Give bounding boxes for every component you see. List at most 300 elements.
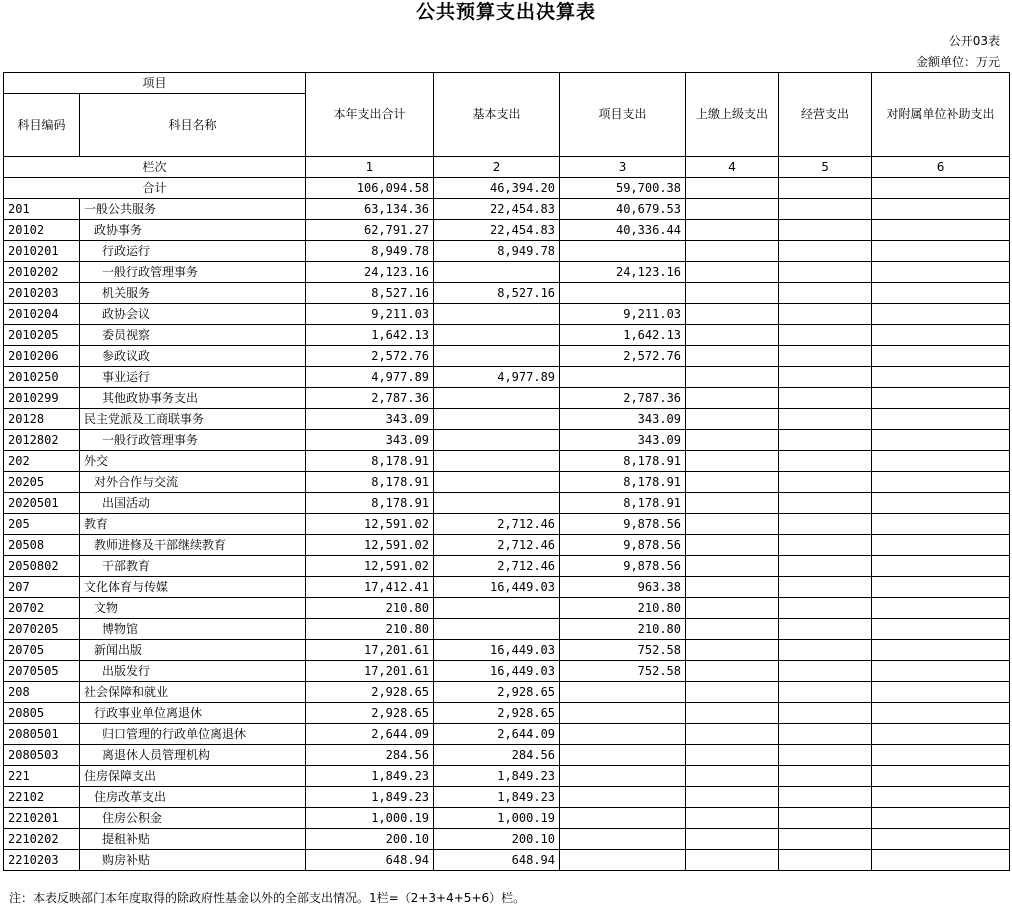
amount-basic xyxy=(434,346,560,367)
footnote: 注：本表反映部门本年度取得的除政府性基金以外的全部支出情况。1栏=（2+3+4+5+6）栏。 xyxy=(9,891,526,905)
amount-total: 17,201.61 xyxy=(306,640,434,661)
amount-operating xyxy=(779,493,872,514)
amount-upper xyxy=(686,661,779,682)
budget-table xyxy=(3,72,1010,871)
subject-code: 22102 xyxy=(4,787,80,808)
amount-subsidiary xyxy=(872,556,1010,577)
amount-subsidiary xyxy=(872,304,1010,325)
amount-project: 2,787.36 xyxy=(560,388,686,409)
amount-project: 8,178.91 xyxy=(560,493,686,514)
amount-operating xyxy=(779,430,872,451)
amount-total: 1,849.23 xyxy=(306,766,434,787)
subject-name: 一般行政管理事务 xyxy=(80,262,306,283)
amount-operating xyxy=(779,325,872,346)
amount-upper xyxy=(686,199,779,220)
subject-name: 文物 xyxy=(80,598,306,619)
table-row xyxy=(4,472,1010,493)
subject-name: 一般行政管理事务 xyxy=(80,430,306,451)
amount-total: 1,642.13 xyxy=(306,325,434,346)
amount-project: 8,178.91 xyxy=(560,472,686,493)
subject-name: 行政事业单位离退休 xyxy=(80,703,306,724)
amount-total: 8,949.78 xyxy=(306,241,434,262)
subject-name: 其他政协事务支出 xyxy=(80,388,306,409)
amount-subsidiary xyxy=(872,409,1010,430)
total-upper xyxy=(686,178,779,199)
amount-basic xyxy=(434,262,560,283)
amount-operating xyxy=(779,619,872,640)
amount-basic: 2,928.65 xyxy=(434,682,560,703)
amount-total: 12,591.02 xyxy=(306,556,434,577)
amount-upper xyxy=(686,808,779,829)
amount-project: 963.38 xyxy=(560,577,686,598)
amount-project: 9,878.56 xyxy=(560,556,686,577)
subject-code: 20702 xyxy=(4,598,80,619)
column-number-2: 2 xyxy=(434,157,560,178)
table-row xyxy=(4,325,1010,346)
amount-subsidiary xyxy=(872,493,1010,514)
amount-operating xyxy=(779,766,872,787)
amount-subsidiary xyxy=(872,850,1010,871)
amount-project: 24,123.16 xyxy=(560,262,686,283)
subject-name: 住房改革支出 xyxy=(80,787,306,808)
amount-total: 284.56 xyxy=(306,745,434,766)
amount-project xyxy=(560,724,686,745)
amount-basic xyxy=(434,619,560,640)
amount-project xyxy=(560,367,686,388)
amount-basic: 16,449.03 xyxy=(434,577,560,598)
amount-subsidiary xyxy=(872,325,1010,346)
amount-subsidiary xyxy=(872,388,1010,409)
total-label: 合计 xyxy=(4,178,306,199)
amount-project: 9,878.56 xyxy=(560,535,686,556)
subject-code: 202 xyxy=(4,451,80,472)
total-project: 59,700.38 xyxy=(560,178,686,199)
subject-code: 2010206 xyxy=(4,346,80,367)
amount-total: 1,849.23 xyxy=(306,787,434,808)
amount-basic xyxy=(434,325,560,346)
amount-project xyxy=(560,745,686,766)
table-row xyxy=(4,577,1010,598)
amount-total: 8,178.91 xyxy=(306,451,434,472)
amount-basic xyxy=(434,451,560,472)
amount-project: 9,878.56 xyxy=(560,514,686,535)
amount-total: 343.09 xyxy=(306,409,434,430)
amount-basic: 16,449.03 xyxy=(434,640,560,661)
amount-total: 210.80 xyxy=(306,598,434,619)
amount-operating xyxy=(779,283,872,304)
amount-operating xyxy=(779,556,872,577)
amount-operating xyxy=(779,703,872,724)
total-operating xyxy=(779,178,872,199)
amount-upper xyxy=(686,829,779,850)
amount-operating xyxy=(779,724,872,745)
header-item: 项目 xyxy=(4,73,306,94)
subject-code: 2010205 xyxy=(4,325,80,346)
amount-operating xyxy=(779,367,872,388)
amount-subsidiary xyxy=(872,640,1010,661)
subject-name: 对外合作与交流 xyxy=(80,472,306,493)
amount-project: 343.09 xyxy=(560,430,686,451)
amount-total: 9,211.03 xyxy=(306,304,434,325)
amount-total: 8,178.91 xyxy=(306,472,434,493)
amount-project xyxy=(560,283,686,304)
header-total: 本年支出合计 xyxy=(306,73,434,157)
amount-upper xyxy=(686,535,779,556)
amount-subsidiary xyxy=(872,283,1010,304)
table-row xyxy=(4,367,1010,388)
amount-subsidiary xyxy=(872,766,1010,787)
table-row xyxy=(4,430,1010,451)
amount-upper xyxy=(686,682,779,703)
subject-code: 2210202 xyxy=(4,829,80,850)
header-basic: 基本支出 xyxy=(434,73,560,157)
subject-name: 新闻出版 xyxy=(80,640,306,661)
subject-name: 购房补贴 xyxy=(80,850,306,871)
column-number-5: 5 xyxy=(779,157,872,178)
subject-code: 2070505 xyxy=(4,661,80,682)
amount-basic: 2,712.46 xyxy=(434,535,560,556)
amount-upper xyxy=(686,430,779,451)
amount-subsidiary xyxy=(872,598,1010,619)
subject-name: 外交 xyxy=(80,451,306,472)
amount-subsidiary xyxy=(872,829,1010,850)
subject-code: 207 xyxy=(4,577,80,598)
amount-basic: 648.94 xyxy=(434,850,560,871)
subject-code: 20128 xyxy=(4,409,80,430)
table-row xyxy=(4,535,1010,556)
amount-operating xyxy=(779,388,872,409)
amount-basic: 200.10 xyxy=(434,829,560,850)
subject-code: 20102 xyxy=(4,220,80,241)
amount-basic: 284.56 xyxy=(434,745,560,766)
header-project: 项目支出 xyxy=(560,73,686,157)
amount-subsidiary xyxy=(872,808,1010,829)
amount-project xyxy=(560,850,686,871)
amount-subsidiary xyxy=(872,367,1010,388)
amount-upper xyxy=(686,346,779,367)
table-row xyxy=(4,850,1010,871)
column-number-4: 4 xyxy=(686,157,779,178)
amount-project xyxy=(560,241,686,262)
amount-subsidiary xyxy=(872,745,1010,766)
table-row xyxy=(4,388,1010,409)
table-row xyxy=(4,787,1010,808)
amount-basic: 8,949.78 xyxy=(434,241,560,262)
table-row xyxy=(4,619,1010,640)
amount-subsidiary xyxy=(872,346,1010,367)
amount-total: 1,000.19 xyxy=(306,808,434,829)
amount-subsidiary xyxy=(872,661,1010,682)
amount-total: 17,201.61 xyxy=(306,661,434,682)
amount-operating xyxy=(779,850,872,871)
amount-project xyxy=(560,766,686,787)
amount-subsidiary xyxy=(872,262,1010,283)
total-row xyxy=(4,178,1010,199)
subject-code: 221 xyxy=(4,766,80,787)
amount-basic xyxy=(434,304,560,325)
subject-code: 20508 xyxy=(4,535,80,556)
amount-total: 200.10 xyxy=(306,829,434,850)
amount-subsidiary xyxy=(872,472,1010,493)
amount-basic xyxy=(434,472,560,493)
amount-upper xyxy=(686,556,779,577)
amount-total: 63,134.36 xyxy=(306,199,434,220)
amount-operating xyxy=(779,682,872,703)
total-subsidiary xyxy=(872,178,1010,199)
subject-code: 205 xyxy=(4,514,80,535)
amount-total: 2,572.76 xyxy=(306,346,434,367)
subject-name: 教育 xyxy=(80,514,306,535)
table-row xyxy=(4,346,1010,367)
table-row xyxy=(4,451,1010,472)
subject-code: 2050802 xyxy=(4,556,80,577)
amount-basic: 1,000.19 xyxy=(434,808,560,829)
column-number-1: 1 xyxy=(306,157,434,178)
column-number-6: 6 xyxy=(872,157,1010,178)
amount-project: 210.80 xyxy=(560,598,686,619)
table-row xyxy=(4,766,1010,787)
subject-name: 委员视察 xyxy=(80,325,306,346)
table-row xyxy=(4,682,1010,703)
subject-name: 参政议政 xyxy=(80,346,306,367)
amount-operating xyxy=(779,514,872,535)
amount-total: 648.94 xyxy=(306,850,434,871)
amount-subsidiary xyxy=(872,535,1010,556)
subject-code: 2020501 xyxy=(4,493,80,514)
subject-code: 2080503 xyxy=(4,745,80,766)
amount-basic: 1,849.23 xyxy=(434,766,560,787)
amount-upper xyxy=(686,409,779,430)
amount-subsidiary xyxy=(872,241,1010,262)
subject-code: 2010201 xyxy=(4,241,80,262)
subject-code: 201 xyxy=(4,199,80,220)
amount-operating xyxy=(779,829,872,850)
amount-basic xyxy=(434,598,560,619)
subject-name: 一般公共服务 xyxy=(80,199,306,220)
amount-operating xyxy=(779,199,872,220)
amount-upper xyxy=(686,514,779,535)
amount-operating xyxy=(779,535,872,556)
amount-basic: 2,644.09 xyxy=(434,724,560,745)
header-subsidiary: 对附属单位补助支出 xyxy=(872,73,1010,157)
subject-code: 20805 xyxy=(4,703,80,724)
subject-code: 2210203 xyxy=(4,850,80,871)
subject-name: 政协事务 xyxy=(80,220,306,241)
amount-upper xyxy=(686,220,779,241)
table-row xyxy=(4,514,1010,535)
amount-basic: 22,454.83 xyxy=(434,220,560,241)
amount-total: 4,977.89 xyxy=(306,367,434,388)
subject-code: 2010203 xyxy=(4,283,80,304)
amount-subsidiary xyxy=(872,514,1010,535)
amount-total: 8,527.16 xyxy=(306,283,434,304)
subject-name: 提租补贴 xyxy=(80,829,306,850)
amount-upper xyxy=(686,283,779,304)
table-row xyxy=(4,703,1010,724)
amount-subsidiary xyxy=(872,430,1010,451)
subject-name: 机关服务 xyxy=(80,283,306,304)
amount-project: 752.58 xyxy=(560,661,686,682)
amount-upper xyxy=(686,703,779,724)
subject-name: 归口管理的行政单位离退休 xyxy=(80,724,306,745)
amount-operating xyxy=(779,745,872,766)
amount-project: 2,572.76 xyxy=(560,346,686,367)
subject-name: 行政运行 xyxy=(80,241,306,262)
amount-upper xyxy=(686,325,779,346)
table-row xyxy=(4,493,1010,514)
amount-project: 40,336.44 xyxy=(560,220,686,241)
amount-total: 2,928.65 xyxy=(306,703,434,724)
amount-basic: 22,454.83 xyxy=(434,199,560,220)
table-row xyxy=(4,304,1010,325)
amount-project xyxy=(560,787,686,808)
amount-basic: 2,928.65 xyxy=(434,703,560,724)
amount-upper xyxy=(686,388,779,409)
table-row xyxy=(4,724,1010,745)
subject-name: 离退休人员管理机构 xyxy=(80,745,306,766)
amount-operating xyxy=(779,661,872,682)
amount-basic xyxy=(434,430,560,451)
subject-code: 208 xyxy=(4,682,80,703)
table-row xyxy=(4,199,1010,220)
amount-operating xyxy=(779,787,872,808)
amount-upper xyxy=(686,745,779,766)
amount-subsidiary xyxy=(872,703,1010,724)
amount-operating xyxy=(779,472,872,493)
table-row xyxy=(4,409,1010,430)
subject-name: 民主党派及工商联事务 xyxy=(80,409,306,430)
subject-name: 文化体育与传媒 xyxy=(80,577,306,598)
table-row xyxy=(4,745,1010,766)
subject-code: 20205 xyxy=(4,472,80,493)
amount-operating xyxy=(779,409,872,430)
amount-operating xyxy=(779,598,872,619)
amount-subsidiary xyxy=(872,220,1010,241)
amount-upper xyxy=(686,241,779,262)
table-row xyxy=(4,661,1010,682)
subject-name: 住房公积金 xyxy=(80,808,306,829)
amount-basic: 4,977.89 xyxy=(434,367,560,388)
amount-upper xyxy=(686,577,779,598)
amount-project: 210.80 xyxy=(560,619,686,640)
subject-name: 出版发行 xyxy=(80,661,306,682)
amount-project: 752.58 xyxy=(560,640,686,661)
subject-name: 社会保障和就业 xyxy=(80,682,306,703)
amount-operating xyxy=(779,220,872,241)
amount-operating xyxy=(779,241,872,262)
amount-basic: 8,527.16 xyxy=(434,283,560,304)
subject-name: 住房保障支出 xyxy=(80,766,306,787)
amount-basic xyxy=(434,409,560,430)
amount-upper xyxy=(686,367,779,388)
subject-name: 干部教育 xyxy=(80,556,306,577)
amount-operating xyxy=(779,808,872,829)
amount-operating xyxy=(779,577,872,598)
amount-upper xyxy=(686,598,779,619)
column-number-label: 栏次 xyxy=(4,157,306,178)
table-row xyxy=(4,556,1010,577)
amount-upper xyxy=(686,451,779,472)
amount-subsidiary xyxy=(872,787,1010,808)
column-number-3: 3 xyxy=(560,157,686,178)
subject-code: 2080501 xyxy=(4,724,80,745)
amount-upper xyxy=(686,787,779,808)
table-row xyxy=(4,598,1010,619)
table-row xyxy=(4,262,1010,283)
amount-total: 17,412.41 xyxy=(306,577,434,598)
amount-basic xyxy=(434,493,560,514)
subject-code: 2010202 xyxy=(4,262,80,283)
table-row xyxy=(4,829,1010,850)
page-title: 公共预算支出决算表 xyxy=(415,1,596,23)
amount-operating xyxy=(779,640,872,661)
amount-project xyxy=(560,682,686,703)
subject-name: 博物馆 xyxy=(80,619,306,640)
amount-total: 343.09 xyxy=(306,430,434,451)
total-basic: 46,394.20 xyxy=(434,178,560,199)
amount-upper xyxy=(686,472,779,493)
header-operating: 经营支出 xyxy=(779,73,872,157)
amount-total: 2,928.65 xyxy=(306,682,434,703)
amount-upper xyxy=(686,262,779,283)
subject-name: 事业运行 xyxy=(80,367,306,388)
amount-basic: 2,712.46 xyxy=(434,556,560,577)
amount-upper xyxy=(686,619,779,640)
subject-name: 教师进修及干部继续教育 xyxy=(80,535,306,556)
amount-project: 1,642.13 xyxy=(560,325,686,346)
subject-name: 政协会议 xyxy=(80,304,306,325)
table-code: 公开03表 xyxy=(948,34,1000,48)
subject-code: 2010204 xyxy=(4,304,80,325)
amount-total: 210.80 xyxy=(306,619,434,640)
amount-project: 9,211.03 xyxy=(560,304,686,325)
amount-total: 62,791.27 xyxy=(306,220,434,241)
amount-total: 8,178.91 xyxy=(306,493,434,514)
subject-code: 2070205 xyxy=(4,619,80,640)
amount-subsidiary xyxy=(872,724,1010,745)
amount-upper xyxy=(686,850,779,871)
table-body xyxy=(4,199,1010,871)
amount-project xyxy=(560,829,686,850)
amount-project: 40,679.53 xyxy=(560,199,686,220)
amount-upper xyxy=(686,304,779,325)
subject-code: 2010250 xyxy=(4,367,80,388)
amount-basic xyxy=(434,388,560,409)
amount-upper xyxy=(686,640,779,661)
amount-operating xyxy=(779,304,872,325)
amount-project xyxy=(560,808,686,829)
subject-code: 2010299 xyxy=(4,388,80,409)
amount-unit: 金额单位：万元 xyxy=(915,55,1000,69)
amount-upper xyxy=(686,766,779,787)
amount-subsidiary xyxy=(872,682,1010,703)
table-row xyxy=(4,283,1010,304)
amount-project: 343.09 xyxy=(560,409,686,430)
subject-code: 2210201 xyxy=(4,808,80,829)
amount-subsidiary xyxy=(872,199,1010,220)
table-row xyxy=(4,808,1010,829)
amount-subsidiary xyxy=(872,451,1010,472)
amount-operating xyxy=(779,451,872,472)
subject-code: 20705 xyxy=(4,640,80,661)
subject-code: 2012802 xyxy=(4,430,80,451)
amount-project: 8,178.91 xyxy=(560,451,686,472)
amount-upper xyxy=(686,724,779,745)
total-sum: 106,094.58 xyxy=(306,178,434,199)
subject-name: 出国活动 xyxy=(80,493,306,514)
header-subject-name: 科目名称 xyxy=(80,94,306,157)
header-subject-code: 科目编码 xyxy=(4,94,80,157)
